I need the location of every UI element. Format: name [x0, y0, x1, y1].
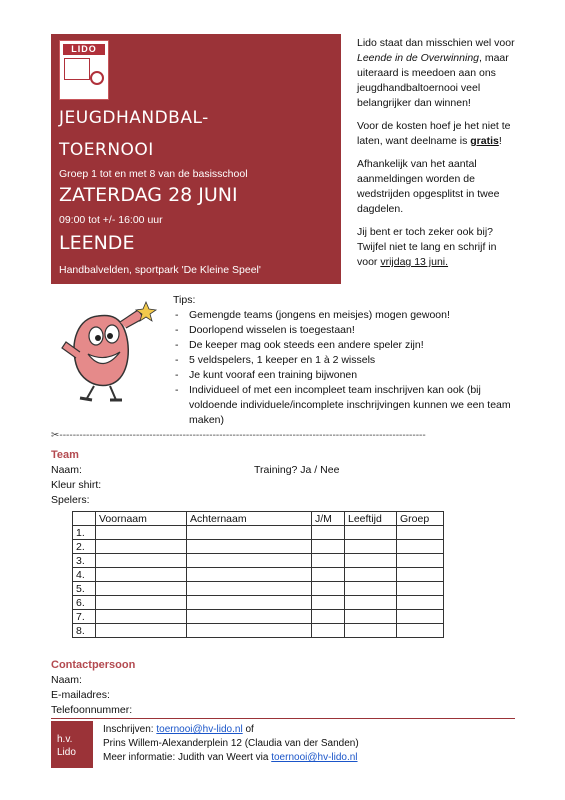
table-row: [73, 624, 444, 638]
cell[interactable]: [397, 554, 444, 568]
cell[interactable]: [312, 540, 345, 554]
tips-heading: Tips:: [173, 294, 196, 306]
cell[interactable]: [397, 596, 444, 610]
cell[interactable]: [96, 582, 187, 596]
intro-paragraph-3: Afhankelijk van het aantal aanmeldingen worden de wedstrijden opgesplitst in twee dagdelen.: [357, 158, 500, 215]
tips-block: [173, 293, 513, 428]
table-row: [73, 568, 444, 582]
table-row: [73, 610, 444, 624]
cell[interactable]: [187, 568, 312, 582]
footer-line1-tail: of: [242, 724, 254, 735]
cell[interactable]: [345, 526, 397, 540]
players-table: [72, 511, 444, 638]
cell[interactable]: [312, 526, 345, 540]
cell[interactable]: [397, 610, 444, 624]
cell[interactable]: [187, 596, 312, 610]
row-number: 5.: [73, 582, 96, 596]
cell[interactable]: [187, 624, 312, 638]
col-header: Groep: [397, 512, 444, 526]
table-row: [73, 540, 444, 554]
contact-email-label: E-mailadres:: [51, 689, 110, 701]
team-heading: Team: [51, 449, 79, 461]
intro-paragraph-2: [357, 119, 517, 149]
training-label: Training? Ja / Nee: [254, 464, 340, 476]
table-row: [73, 554, 444, 568]
event-place: LEENDE: [59, 232, 135, 254]
logo-emblem-icon: [64, 58, 90, 80]
intro-paragraph-4: [357, 225, 517, 270]
row-number: 6.: [73, 596, 96, 610]
intro-p2-strong: gratis: [470, 135, 499, 147]
table-header-row: [73, 512, 444, 526]
tip-item: - Gemengde teams (jongens en meisjes) mogen gewoon!: [173, 308, 513, 323]
cell[interactable]: [397, 526, 444, 540]
cell[interactable]: [312, 582, 345, 596]
footer-line-2: Prins Willem-Alexanderplein 12 (Claudia van der Sanden): [103, 738, 359, 749]
intro-p4-u: vrijdag 13 juni.: [380, 256, 449, 268]
row-number: 8.: [73, 624, 96, 638]
tip-item: - Je kunt vooraf een training bijwonen: [173, 368, 513, 383]
cell[interactable]: [397, 624, 444, 638]
col-header: J/M: [312, 512, 345, 526]
event-banner: [51, 34, 341, 284]
footer-line3-text: Meer informatie: Judith van Weert via: [103, 752, 272, 763]
cell[interactable]: [187, 554, 312, 568]
contact-heading: Contactpersoon: [51, 659, 136, 671]
cell[interactable]: [187, 526, 312, 540]
players-label: Spelers:: [51, 494, 90, 506]
cell[interactable]: [397, 582, 444, 596]
intro-p1-em: Leende in de Overwinning: [357, 52, 480, 64]
tip-item: - De keeper mag ook steeds een andere speler zijn!: [173, 338, 513, 353]
tip-item: - Doorlopend wisselen is toegestaan!: [173, 323, 513, 338]
footer-divider: [51, 718, 515, 719]
intro-p4-a: Jij bent er toch zeker ook bij? Twijfel niet te lang en schrijf in voor: [357, 226, 497, 268]
cell[interactable]: [345, 596, 397, 610]
cell[interactable]: [187, 582, 312, 596]
contact-phone-label: Telefoonnummer:: [51, 704, 133, 716]
intro-text: [357, 36, 517, 278]
lido-logo: [59, 40, 109, 100]
cell[interactable]: [312, 596, 345, 610]
cell[interactable]: [96, 554, 187, 568]
intro-paragraph-1: [357, 36, 517, 111]
team-name-label: Naam:: [51, 464, 82, 476]
row-number: 7.: [73, 610, 96, 624]
event-venue: Handbalvelden, sportpark 'De Kleine Speel': [59, 264, 261, 276]
intro-p1-a: Lido staat dan misschien wel voor: [357, 37, 515, 49]
title-line-1: JEUGDHANDBAL-: [59, 108, 209, 128]
club-line-2: Lido: [57, 747, 76, 758]
table-row: [73, 582, 444, 596]
scissors-cut-line: ✂--------------------------------------------------------------------------------------------------------------: [51, 430, 426, 441]
intro-p2-b: !: [498, 135, 502, 147]
cell[interactable]: [96, 568, 187, 582]
contact-name-label: Naam:: [51, 674, 82, 686]
tips-list: [173, 308, 513, 428]
row-number: 1.: [73, 526, 96, 540]
email-link[interactable]: toernooi@hv-lido.nl: [271, 752, 358, 763]
cell[interactable]: [96, 540, 187, 554]
cell[interactable]: [312, 624, 345, 638]
row-number: 4.: [73, 568, 96, 582]
col-header: Voornaam: [96, 512, 187, 526]
col-header-number: [73, 512, 96, 526]
event-time: 09:00 tot +/- 16:00 uur: [59, 214, 163, 226]
cell[interactable]: [345, 554, 397, 568]
table-row: [73, 526, 444, 540]
shirt-color-label: Kleur shirt:: [51, 479, 102, 491]
intro-p2-a: Voor de kosten hoef je het niet te laten, want deelname is: [357, 120, 511, 147]
footer-line-1: [103, 723, 359, 737]
row-number: 3.: [73, 554, 96, 568]
cell[interactable]: [96, 610, 187, 624]
col-header: Leeftijd: [345, 512, 397, 526]
footer-contact: [103, 723, 359, 765]
cell[interactable]: [187, 610, 312, 624]
col-header: Achternaam: [187, 512, 312, 526]
cell[interactable]: [345, 582, 397, 596]
cell[interactable]: [345, 540, 397, 554]
mascot-illustration: [58, 296, 158, 406]
logo-text: LIDO: [63, 44, 105, 55]
cell[interactable]: [187, 540, 312, 554]
tip-item: - Individueel of met een incompleet team inschrijven kan ook (bij voldoende individuele/incomplete inschrijvingen kunnen we een team maken): [173, 383, 513, 428]
footer-line-3: [103, 751, 359, 765]
cell[interactable]: [397, 568, 444, 582]
intro-p1-b: , maar uiteraard is meedoen aan ons jeugdhandbaltoernooi veel belangrijker dan winnen!: [357, 52, 509, 109]
tip-item: - 5 veldspelers, 1 keeper en 1 à 2 wissels: [173, 353, 513, 368]
logo-ball-icon: [90, 71, 104, 85]
groups-text: Groep 1 tot en met 8 van de basisschool: [59, 168, 248, 180]
title-line-2: TOERNOOI: [59, 140, 154, 160]
cell[interactable]: [312, 568, 345, 582]
club-badge: [51, 721, 93, 768]
cell[interactable]: [345, 624, 397, 638]
cell[interactable]: [345, 610, 397, 624]
event-date: ZATERDAG 28 JUNI: [59, 184, 238, 206]
cell[interactable]: [312, 610, 345, 624]
table-row: [73, 596, 444, 610]
cell[interactable]: [96, 596, 187, 610]
cell[interactable]: [345, 568, 397, 582]
cell[interactable]: [312, 554, 345, 568]
cell[interactable]: [96, 624, 187, 638]
club-line-1: h.v.: [57, 734, 73, 745]
footer-line1-text: Inschrijven:: [103, 724, 157, 735]
cell[interactable]: [96, 526, 187, 540]
cell[interactable]: [397, 540, 444, 554]
email-link[interactable]: toernooi@hv-lido.nl: [156, 724, 243, 735]
row-number: 2.: [73, 540, 96, 554]
